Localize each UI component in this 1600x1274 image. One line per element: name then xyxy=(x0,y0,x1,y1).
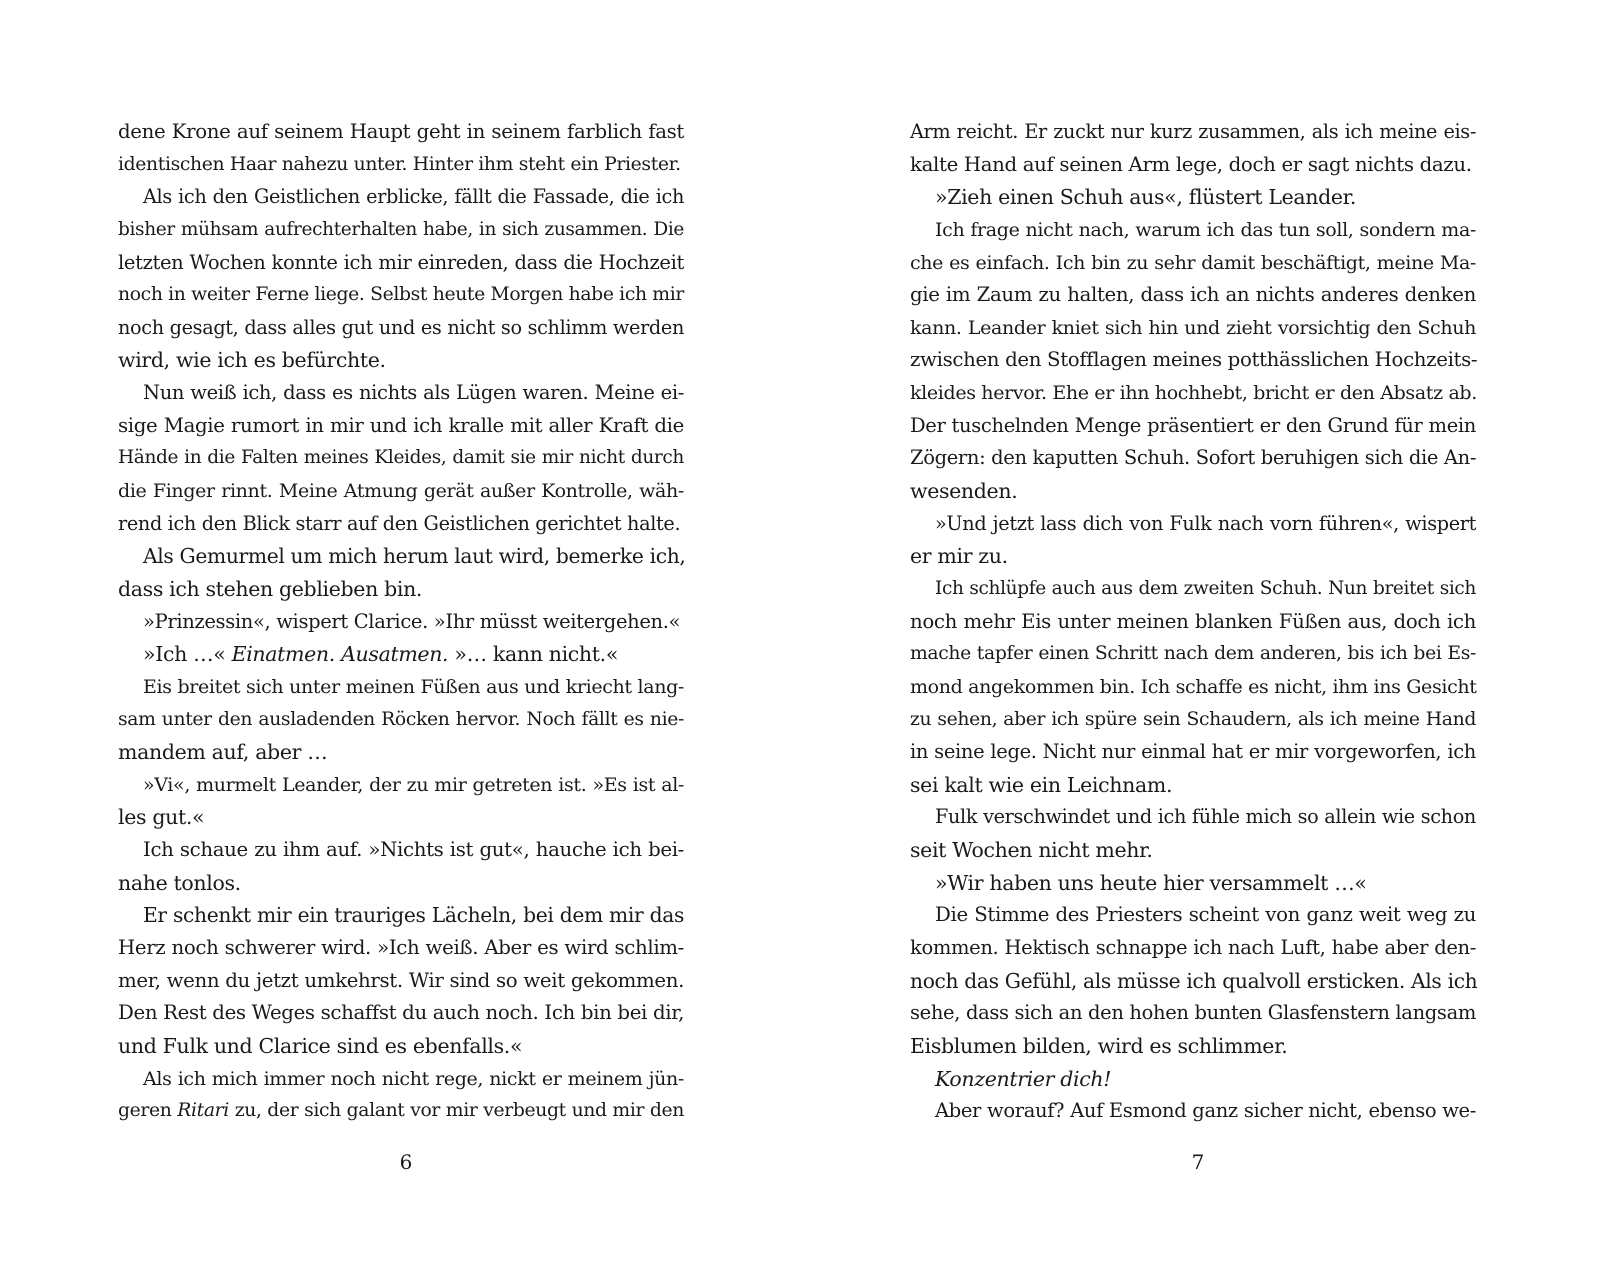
text-line xyxy=(910,769,1476,802)
text-line xyxy=(118,736,684,769)
text-segment: seit Wochen nicht mehr. xyxy=(910,838,1153,863)
text-line xyxy=(910,475,1476,508)
text-segment: che es einfach. Ich bin zu sehr damit beschäftigt, meine Ma- xyxy=(910,251,1476,274)
text-segment: kann. Leander kniet sich hin und zieht vorsichtig den Schuh xyxy=(910,316,1476,339)
text-segment: noch das Gefühl, als müsse ich qualvoll ersticken. Als ich xyxy=(910,968,1478,993)
text-line xyxy=(910,704,1476,737)
text-segment: Eis breitet sich unter meinen Füßen aus und kriecht lang- xyxy=(143,675,684,698)
text-segment: Als ich mich immer noch nicht rege, nickt er meinem jün- xyxy=(143,1067,684,1090)
right-page-text xyxy=(910,116,1476,1128)
text-line xyxy=(910,181,1476,214)
text-segment: Aber worauf? Auf Esmond ganz sicher nicht, ebenso we- xyxy=(935,1099,1476,1123)
text-line xyxy=(118,965,684,998)
text-line xyxy=(118,377,684,410)
text-segment: kommen. Hektisch schnappe ich nach Luft, habe aber den- xyxy=(910,936,1476,960)
italic-text: Einatmen. Ausatmen. xyxy=(231,642,449,667)
text-segment: Nun weiß ich, dass es nichts als Lügen waren. Meine ei- xyxy=(143,381,684,405)
text-line xyxy=(910,801,1476,834)
text-segment: er mir zu. xyxy=(910,544,1008,569)
text-line xyxy=(118,899,684,932)
text-line xyxy=(910,312,1476,345)
text-line xyxy=(118,116,684,149)
text-line xyxy=(910,214,1476,247)
text-line xyxy=(910,149,1476,182)
text-segment: zwischen den Stofflagen meines potthässlichen Hochzeits- xyxy=(910,348,1478,372)
text-line xyxy=(910,671,1476,704)
left-page-text xyxy=(118,116,684,1128)
text-segment: zu sehen, aber ich spüre sein Schaudern, als ich meine Hand xyxy=(910,708,1476,730)
text-segment: »… kann nicht.« xyxy=(448,642,619,667)
text-line xyxy=(910,116,1476,149)
text-segment: Den Rest des Weges schaffst du auch noch. Ich bin bei dir, xyxy=(118,1001,685,1025)
text-line xyxy=(910,540,1476,573)
text-segment: noch gesagt, dass alles gut und es nicht so schlimm werden xyxy=(118,315,684,339)
text-line xyxy=(118,181,684,214)
text-segment: Die Stimme des Priesters scheint von ganz weit weg zu xyxy=(935,903,1476,927)
text-segment: Der tuschelnden Menge präsentiert er den Grund für mein xyxy=(910,413,1476,437)
text-segment: wird, wie ich es befürchte. xyxy=(118,348,386,373)
text-line xyxy=(118,801,684,834)
text-segment: »Prinzessin«, wispert Clarice. »Ihr müsst weitergehen.« xyxy=(143,609,681,633)
text-line xyxy=(118,997,684,1030)
text-line xyxy=(118,410,684,443)
text-segment: geren xyxy=(118,1100,178,1122)
text-segment: Zögern: den kaputten Schuh. Sofort beruhigen sich die An- xyxy=(910,446,1477,470)
text-line xyxy=(118,344,684,377)
text-segment: letzten Wochen konnte ich mir einreden, dass die Hochzeit xyxy=(118,250,684,274)
text-line xyxy=(910,1063,1476,1096)
text-segment: Hände in die Falten meines Kleides, damit sie mir nicht durch xyxy=(118,447,684,469)
text-segment: »Und jetzt lass dich von Fulk nach vorn führen«, wispert xyxy=(935,511,1476,535)
text-line xyxy=(118,606,684,639)
italic-text: Ritari xyxy=(177,1100,229,1122)
text-segment: »Ich …« xyxy=(143,642,232,667)
text-segment: und Fulk und Clarice sind es ebenfalls.« xyxy=(118,1033,523,1058)
text-segment: Ich schlüpfe auch aus dem zweiten Schuh. Nun breitet sich xyxy=(935,577,1476,599)
text-line xyxy=(118,247,684,280)
text-segment: Als ich den Geistlichen erblicke, fällt die Fassade, die ich xyxy=(143,185,684,209)
text-segment: Als Gemurmel um mich herum laut wird, bemerke ich, xyxy=(143,544,686,569)
text-line xyxy=(910,377,1476,410)
text-line xyxy=(118,573,684,606)
text-line xyxy=(118,279,684,312)
text-segment: »Vi«, murmelt Leander, der zu mir getreten ist. »Es ist al- xyxy=(143,773,684,796)
text-segment: »Wir haben uns heute hier versammelt …« xyxy=(935,870,1367,895)
text-segment: bisher mühsam aufrechterhalten habe, in sich zusammen. Die xyxy=(118,218,684,240)
left-page-number: 6 xyxy=(399,1150,413,1174)
text-line xyxy=(910,997,1476,1030)
text-segment: Fulk verschwindet und ich fühle mich so allein wie schon xyxy=(935,805,1476,829)
text-segment: dass ich stehen geblieben bin. xyxy=(118,576,423,601)
text-line xyxy=(118,704,684,737)
text-segment: in seine lege. Nicht nur einmal hat er mir vorgeworfen, ich xyxy=(910,740,1476,764)
italic-text: Konzentrier dich! xyxy=(935,1066,1112,1091)
text-line xyxy=(118,540,684,573)
text-segment: zu, der sich galant vor mir verbeugt und mir den xyxy=(228,1100,684,1122)
text-line xyxy=(910,279,1476,312)
text-segment: les gut.« xyxy=(118,805,205,830)
text-segment: rend ich den Blick starr auf den Geistlichen gerichtet halte. xyxy=(118,511,681,535)
text-line xyxy=(910,1095,1476,1128)
text-line xyxy=(910,867,1476,900)
text-line xyxy=(118,834,684,867)
text-segment: Eisblumen bilden, wird es schlimmer. xyxy=(910,1033,1288,1058)
text-line xyxy=(118,769,684,802)
text-segment: mond angekommen bin. Ich schaffe es nicht, ihm ins Gesicht xyxy=(910,675,1477,698)
text-segment: nahe tonlos. xyxy=(118,870,241,895)
text-segment: mache tapfer einen Schritt nach dem anderen, bis ich bei Es- xyxy=(910,643,1476,665)
text-line xyxy=(118,671,684,704)
text-line xyxy=(910,638,1476,671)
text-line xyxy=(118,475,684,508)
text-line xyxy=(910,834,1476,867)
text-line xyxy=(910,508,1476,541)
text-segment: sige Magie rumort in mir und ich kralle mit aller Kraft die xyxy=(118,413,684,437)
text-line xyxy=(118,932,684,965)
text-line xyxy=(118,867,684,900)
text-segment: »Zieh einen Schuh aus«, flüstert Leander. xyxy=(935,185,1357,210)
text-segment: kalte Hand auf seinen Arm lege, doch er sagt nichts dazu. xyxy=(910,152,1472,176)
text-line xyxy=(118,149,684,182)
text-line xyxy=(910,932,1476,965)
text-line xyxy=(118,1030,684,1063)
text-segment: mer, wenn du jetzt umkehrst. Wir sind so weit gekommen. xyxy=(118,968,684,992)
text-segment: sei kalt wie ein Leichnam. xyxy=(910,772,1173,797)
text-segment: sam unter den ausladenden Röcken hervor. Noch fällt es nie- xyxy=(118,708,684,730)
text-line xyxy=(910,410,1476,443)
text-line xyxy=(910,1030,1476,1063)
text-segment: Er schenkt mir ein trauriges Lächeln, bei dem mir das xyxy=(143,903,684,928)
text-segment: die Finger rinnt. Meine Atmung gerät außer Kontrolle, wäh- xyxy=(118,480,684,503)
text-line xyxy=(910,736,1476,769)
text-line xyxy=(910,247,1476,280)
text-segment: mandem auf, aber … xyxy=(118,740,328,765)
text-segment: gie im Zaum zu halten, dass ich an nichts anderes denken xyxy=(910,283,1476,307)
text-line xyxy=(910,344,1476,377)
text-segment: dene Krone auf seinem Haupt geht in seinem farblich fast xyxy=(118,120,684,143)
text-line xyxy=(910,442,1476,475)
text-line xyxy=(118,442,684,475)
text-segment: noch mehr Eis unter meinen blanken Füßen aus, doch ich xyxy=(910,609,1476,633)
text-line xyxy=(910,965,1476,998)
text-line xyxy=(118,638,684,671)
text-line xyxy=(118,214,684,247)
text-line xyxy=(118,1095,684,1128)
text-segment: Arm reicht. Er zuckt nur kurz zusammen, als ich meine eis- xyxy=(910,120,1476,143)
text-segment: Ich frage nicht nach, warum ich das tun soll, sondern ma- xyxy=(935,218,1476,241)
text-line xyxy=(118,312,684,345)
text-segment: noch in weiter Ferne liege. Selbst heute Morgen habe ich mir xyxy=(118,284,684,306)
text-segment: identischen Haar nahezu unter. Hinter ihm steht ein Priester. xyxy=(118,153,681,175)
text-line xyxy=(910,899,1476,932)
right-page-number: 7 xyxy=(1191,1150,1205,1174)
text-segment: kleides hervor. Ehe er ihn hochhebt, bricht er den Absatz ab. xyxy=(910,382,1477,405)
text-line xyxy=(118,1063,684,1096)
text-segment: sehe, dass sich an den hohen bunten Glasfenstern langsam xyxy=(910,1001,1476,1025)
text-line xyxy=(910,606,1476,639)
text-segment: Ich schaue zu ihm auf. »Nichts ist gut«, hauche ich bei- xyxy=(143,838,684,862)
text-line xyxy=(118,508,684,541)
text-segment: wesenden. xyxy=(910,479,1018,504)
text-line xyxy=(910,573,1476,606)
text-segment: Herz noch schwerer wird. »Ich weiß. Aber es wird schlim- xyxy=(118,936,684,960)
